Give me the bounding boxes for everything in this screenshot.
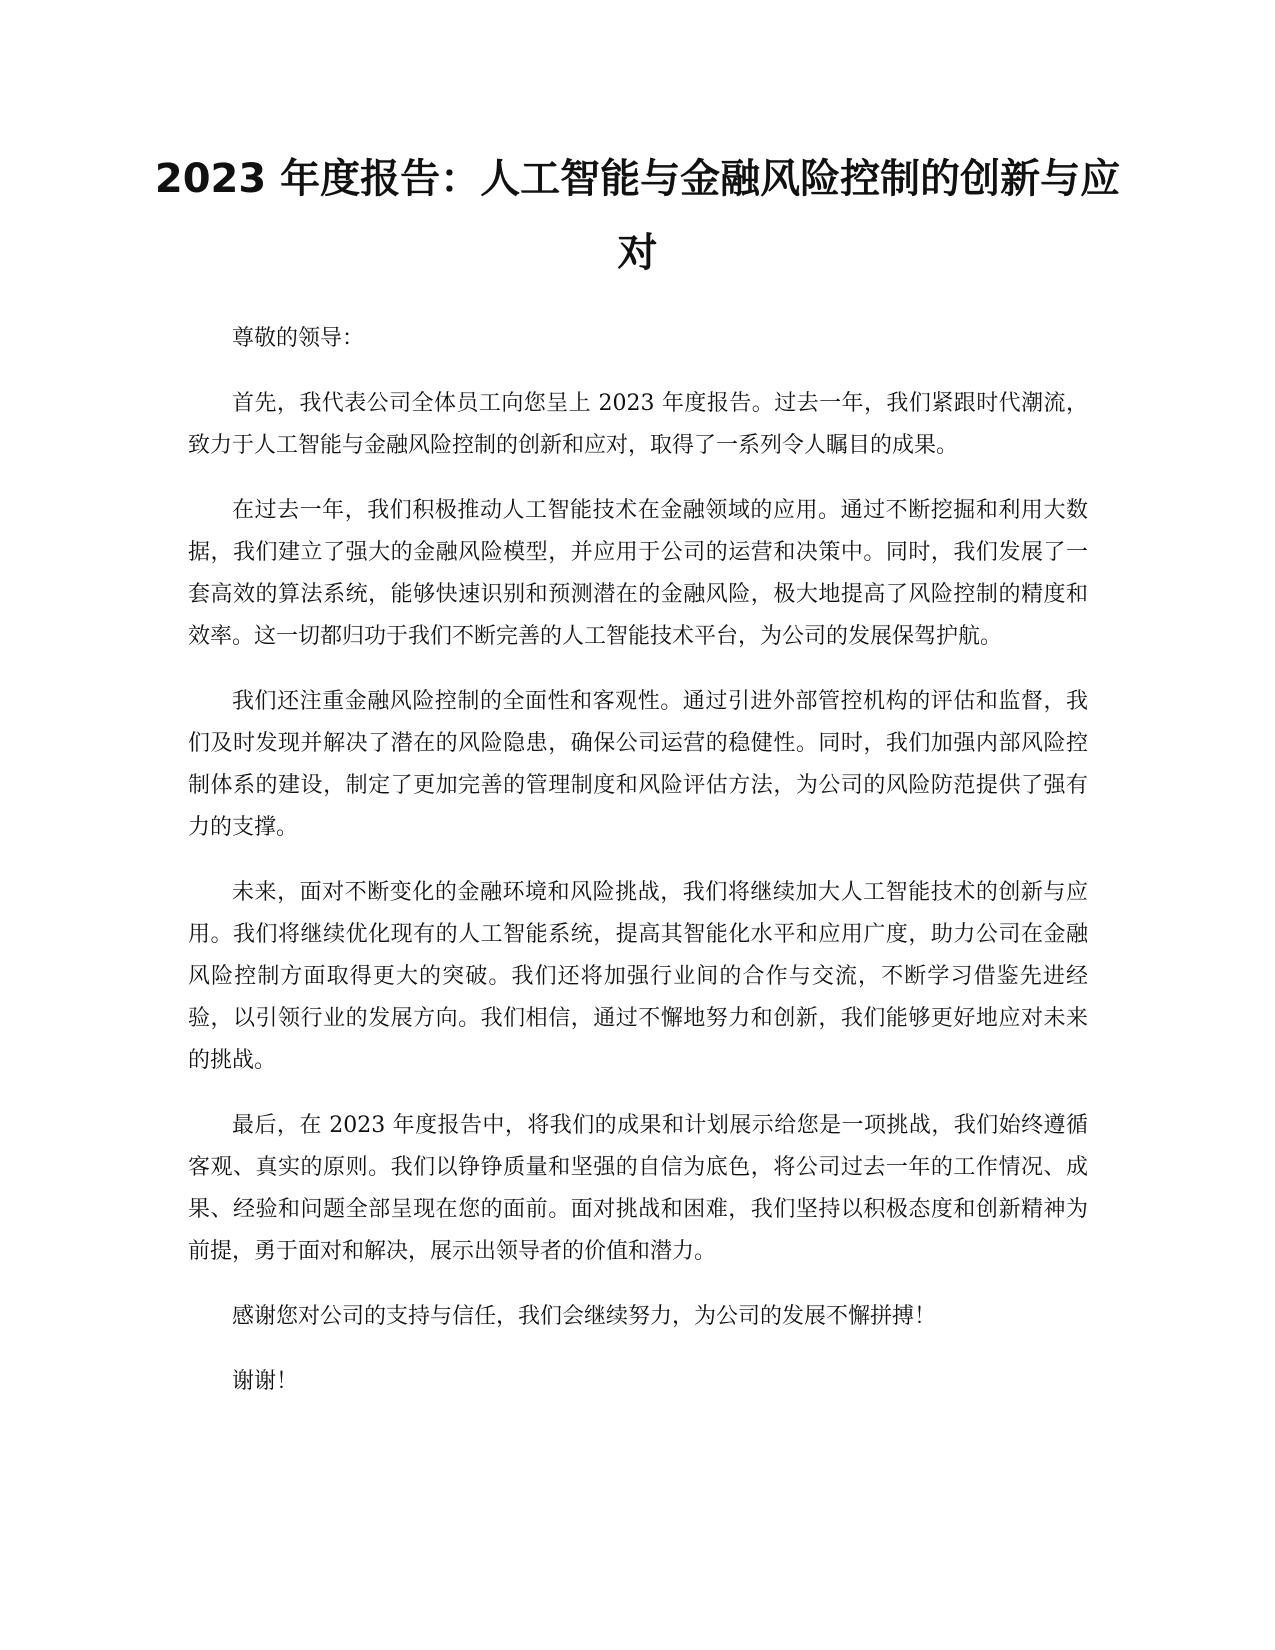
paragraph-ai-application: 在过去一年，我们积极推动人工智能技术在金融领域的应用。通过不断挖掘和利用大数据，我们建立了强大的金融风险模型，并应用于公司的运营和决策中。同时，我们发展了一套高效的算法系统，能够快速识别和预测潜在的金融风险，极大地提高了风险控制的精度和效率。这一切都归功于我们不断完善的人工智能技术平台，为公司的发展保驾护航。 (188, 498, 1088, 649)
paragraph-conclusion: 最后，在 2023 年度报告中，将我们的成果和计划展示给您是一项挑战，我们始终遵循客观、真实的原则。我们以铮铮质量和坚强的自信为底色，将公司过去一年的工作情况、成果、经验和问题全部呈现在您的面前。面对挑战和困难，我们坚持以积极态度和创新精神为前提，勇于面对和解决，展示出领导者的价值和潜力。 (188, 1113, 1088, 1264)
paragraph-future: 未来，面对不断变化的金融环境和风险挑战，我们将继续加大人工智能技术的创新与应用。我们将继续优化现有的人工智能系统，提高其智能化水平和应用广度，助力公司在金融风险控制方面取得更大的突破。我们还将加强行业间的合作与交流，不断学习借鉴先进经验，以引领行业的发展方向。我们相信，通过不懈地努力和创新，我们能够更好地应对未来的挑战。 (188, 880, 1088, 1073)
salutation: 尊敬的领导： (232, 326, 365, 351)
document-title: 2023 年度报告：人工智能与金融风险控制的创新与应对 (154, 156, 1121, 276)
closing: 谢谢！ (232, 1369, 299, 1394)
document-body (188, 318, 1088, 1426)
paragraph-risk-control: 我们还注重金融风险控制的全面性和客观性。通过引进外部管控机构的评估和监督，我们及时发现并解决了潜在的风险隐患，确保公司运营的稳健性。同时，我们加强内部风险控制体系的建设，制定了更加完善的管理制度和风险评估方法，为公司的风险防范提供了强有力的支撑。 (188, 689, 1088, 840)
paragraph-intro: 首先，我代表公司全体员工向您呈上 2023 年度报告。过去一年，我们紧跟时代潮流，致力于人工智能与金融风险控制的创新和应对，取得了一系列令人瞩目的成果。 (188, 391, 1088, 458)
paragraph-thanks: 感谢您对公司的支持与信任，我们会继续努力，为公司的发展不懈拼搏！ (232, 1304, 937, 1329)
